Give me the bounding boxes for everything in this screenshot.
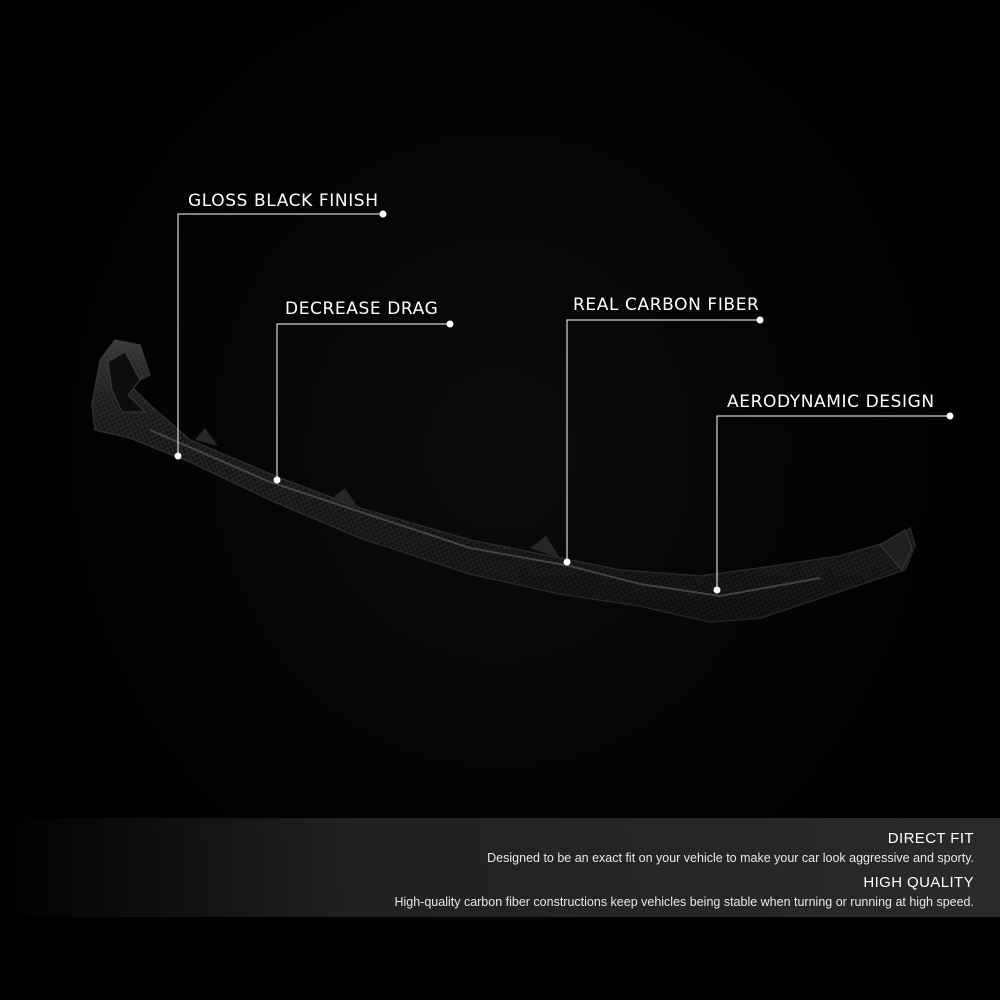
- callout-dot: [274, 477, 281, 484]
- feature-title: HIGH QUALITY: [863, 874, 974, 891]
- callout-gloss-black-finish: GLOSS BLACK FINISH: [188, 191, 379, 211]
- callout-dot: [380, 211, 387, 218]
- callout-dot: [757, 317, 764, 324]
- callout-decrease-drag: DECREASE DRAG: [285, 299, 439, 319]
- callout-dot: [714, 587, 721, 594]
- feature-info-band: [0, 818, 1000, 917]
- callout-dot: [175, 453, 182, 460]
- callout-dot: [947, 413, 954, 420]
- feature-description: High-quality carbon fiber constructions keep vehicles being stable when turning or running at high speed.: [394, 895, 974, 909]
- feature-high-quality: [394, 875, 974, 909]
- callout-aerodynamic-design: AERODYNAMIC DESIGN: [727, 392, 935, 412]
- callout-dot: [564, 559, 571, 566]
- callout-dot: [447, 321, 454, 328]
- lip-body: [92, 340, 915, 622]
- feature-title: DIRECT FIT: [887, 830, 974, 847]
- callout-real-carbon-fiber: REAL CARBON FIBER: [573, 295, 760, 315]
- feature-direct-fit: [487, 831, 974, 865]
- feature-description: Designed to be an exact fit on your vehicle to make your car look aggressive and sporty.: [487, 851, 974, 865]
